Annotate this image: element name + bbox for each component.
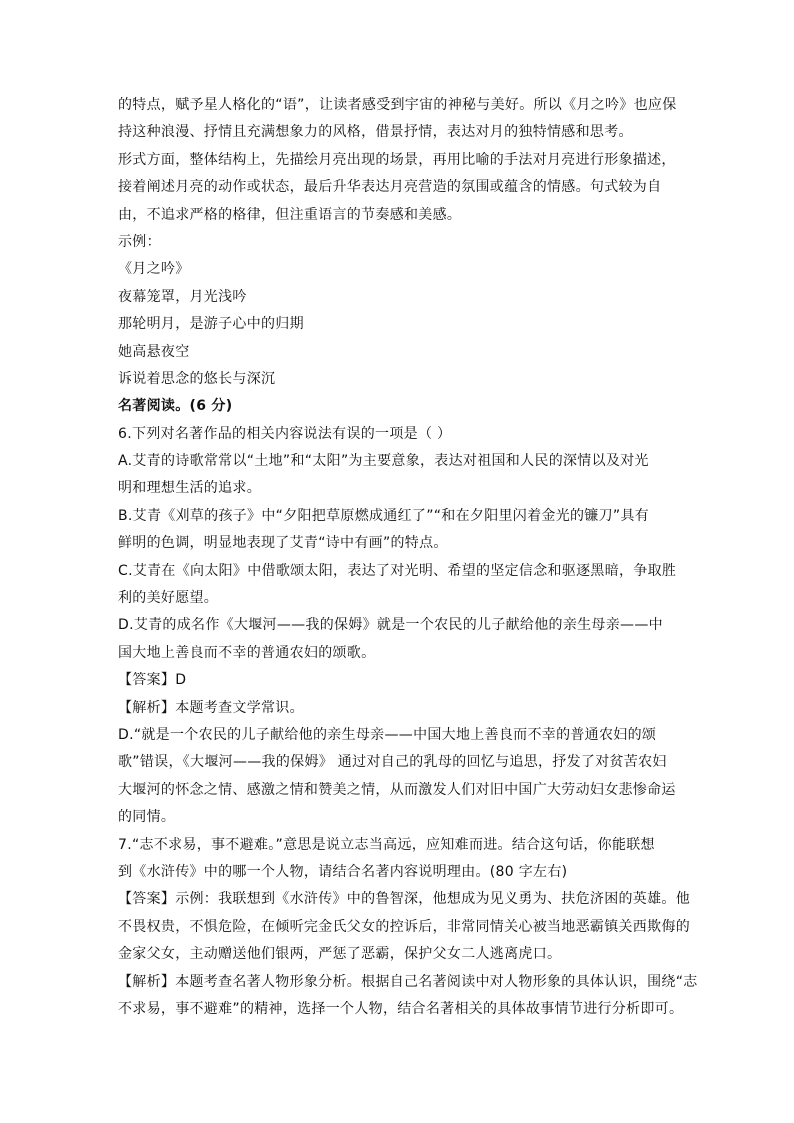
analysis-7-line: 不求易，事不避难”的精神，选择一个人物，结合名著相关的具体故事情节进行分析即可。 — [118, 1000, 684, 1017]
option-a-cont: 明和理想生活的追求。 — [118, 480, 261, 497]
answer-7: 【答案】示例：我联想到《水浒传》中的鲁智深，他想成为见义勇为、扶危济困的英雄。他 — [118, 891, 690, 908]
analysis-7: 【解析】本题考查名著人物形象分析。根据自己名著阅读中对人物形象的具体认识，围绕“志 — [118, 973, 698, 990]
analysis-6: 【解析】本题考查文学常识。 — [118, 699, 304, 716]
poem-line: 那轮明月，是游子心中的归期 — [118, 316, 304, 333]
option-c-cont: 利的美好愿望。 — [118, 590, 219, 607]
poem-title: 《月之吟》 — [118, 261, 190, 278]
paragraph-line: 形式方面，整体结构上，先描绘月亮出现的场景，再用比喻的手法对月亮进行形象描述， — [118, 151, 676, 168]
poem-line: 她高悬夜空 — [118, 343, 190, 360]
question-7: 7.“志不求易，事不避难。”意思是说立志当高远，应知难而进。结合这句话，你能联想 — [118, 836, 655, 853]
option-a: A.艾青的诗歌常常以“土地”和“太阳”为主要意象，表达对祖国和人民的深情以及对光 — [118, 453, 649, 470]
answer-7-line: 不畏权贵，不惧危险，在倾听完金氏父女的控诉后，非常同情关心被当地恶霸镇关西欺侮的 — [118, 918, 690, 935]
paragraph-line: 由，不追求严格的格律，但注重语言的节奏感和美感。 — [118, 206, 462, 223]
analysis-6-line: D.“就是一个农民的儿子献给他的亲生母亲——中国大地上善良而不幸的普通农妇的颂 — [118, 726, 657, 743]
section-heading: 名著阅读。(6 分) — [118, 398, 233, 415]
analysis-6-line: 的同情。 — [118, 809, 176, 826]
option-d-cont: 国大地上善良而不幸的普通农妇的颂歌。 — [118, 644, 376, 661]
question-7-cont: 到《水浒传》中的哪一个人物，请结合名著内容说明理由。(80 字左右) — [118, 863, 568, 880]
analysis-6-line: 歌”错误，《大堰河——我的保姆》 通过对自己的乳母的回忆与追思，抒发了对贫苦农妇 — [118, 754, 667, 771]
option-d: D.艾青的成名作《大堰河——我的保姆》就是一个农民的儿子献给他的亲生母亲——中 — [118, 617, 663, 634]
analysis-6-line: 大堰河的怀念之情、感激之情和赞美之情，从而激发人们对旧中国广大劳动妇女悲惨命运 — [118, 781, 676, 798]
option-b: B.艾青《刈草的孩子》中“夕阳把草原燃成通红了”“和在夕阳里闪着金光的镰刀”具有 — [118, 507, 650, 524]
option-c: C.艾青在《向太阳》中借歌颂太阳，表达了对光明、希望的坚定信念和驱逐黑暗，争取胜 — [118, 562, 677, 579]
answer-7-line: 金家父女，主动赠送他们银两，严惩了恶霸，保护父女二人逃离虎口。 — [118, 946, 562, 963]
poem-line: 诉说着思念的悠长与深沉 — [118, 370, 276, 387]
paragraph-line: 的特点，赋予星人格化的“语”，让读者感受到宇宙的神秘与美好。所以《月之吟》也应保 — [118, 97, 677, 113]
poem-line: 夜幕笼罩，月光浅吟 — [118, 288, 247, 305]
example-label: 示例： — [118, 233, 161, 250]
paragraph-line: 持这种浪漫、抒情且充满想象力的风格，借景抒情，表达对月的独特情感和思考。 — [118, 124, 633, 141]
paragraph-line: 接着阐述月亮的动作或状态，最后升华表达月亮营造的氛围或蕴含的情感。句式较为自 — [118, 179, 662, 196]
answer-6: 【答案】D — [118, 672, 187, 689]
question-6: 6.下列对名著作品的相关内容说法有误的一项是（ ） — [118, 425, 452, 442]
option-b-cont: 鲜明的色调，明显地表现了艾青“诗中有画”的特点。 — [118, 535, 448, 552]
document-page — [118, 92, 698, 1023]
